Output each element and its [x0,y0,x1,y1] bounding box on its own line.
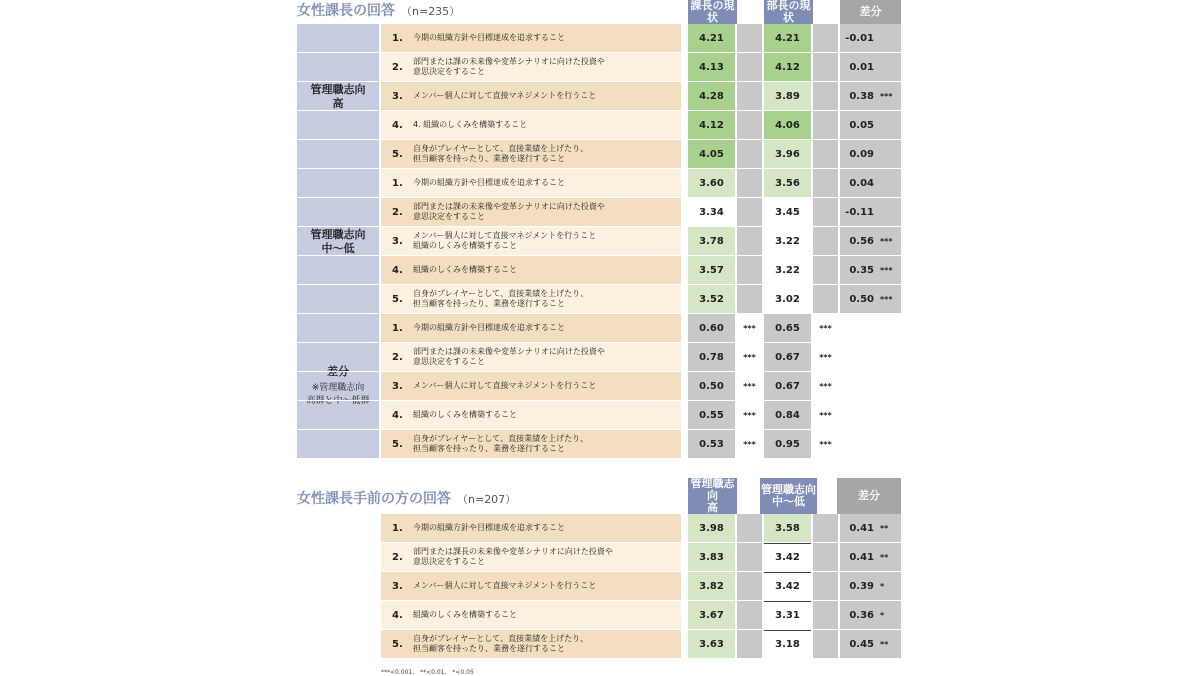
empty-cell [813,53,838,81]
difference-cell [840,601,901,629]
group-label-line2: 高 [332,96,344,110]
item-number: 3. [392,380,403,392]
group-label-line2: 中～低 [321,241,355,255]
item-number: 4. [392,609,403,621]
item-text: 今期の組織方針や目標達成を追求すること [413,523,565,532]
value-manager: 3.52 [688,285,735,313]
table-row [297,543,901,572]
header-orientation-mid-low: 管理職志向 中～低 [760,478,817,514]
item-text: 部門または課長の未来像や変革シナリオに向けた投資や 意思決定をすること [413,547,613,566]
value-manager: 4.05 [688,140,735,168]
difference-cell [840,227,901,255]
value-high: 3.82 [688,572,735,600]
difference-manager: 0.50 [688,372,735,400]
item-text: 部門または課の未来像や変革シナリオに向けた投資や 意思決定をすること [413,202,605,221]
empty-cell [737,543,762,571]
value-manager: 4.12 [688,111,735,139]
table-manager-answers [297,0,901,459]
item-text: 4. 組織のしくみを構築すること [413,120,528,129]
item-number: 2. [392,206,403,218]
group-label-line1: 管理職志向 [310,227,366,241]
empty-cell [737,198,762,226]
empty-cell [737,256,762,284]
difference-manager: 0.53 [688,430,735,458]
difference-cell [840,111,901,139]
table-row [297,140,901,169]
item-text: メンバー個人に対して直接マネジメントを行うこと 組織のしくみを構築すること [413,231,597,250]
difference-value: -0.11 [845,206,874,218]
empty-cell [737,82,762,110]
empty-cell [737,24,762,52]
table-body [297,514,901,659]
value-director: 4.12 [764,53,811,81]
difference-cell [840,169,901,197]
empty-cell [737,111,762,139]
item-number: 5. [392,638,403,650]
difference-director: 0.67 [764,372,811,400]
item-text: 組織のしくみを構築すること [413,410,517,419]
value-manager: 4.13 [688,53,735,81]
empty-cell [813,198,838,226]
significance-mark: *** [880,236,893,246]
empty-cell [737,572,762,600]
significance-mark: *** [880,294,893,304]
item-number: 1. [392,322,403,334]
difference-cell [840,53,901,81]
item-number: 1. [392,32,403,44]
sample-size: （n=235） [401,5,461,18]
empty-cell [737,285,762,313]
item-text: 自身がプレイヤーとして、直接業績を上げたり、 担当顧客を持ったり、業務を遂行すること [413,634,589,653]
table-row [297,82,901,111]
section-title [297,0,460,20]
section-title-text: 女性課長手前の方の回答 [297,491,451,507]
difference-manager: 0.55 [688,401,735,429]
item-number: 2. [392,61,403,73]
table-row [297,601,901,630]
empty-cell [737,630,762,658]
difference-value: 0.05 [849,119,874,131]
item-number: 3. [392,235,403,247]
table-row [297,572,901,601]
significance-mark: *** [737,372,762,400]
empty-cell [813,601,838,629]
value-mid-low: 3.42 [764,572,811,600]
difference-cell [840,630,901,658]
item-text: メンバー個人に対して直接マネジメントを行うこと [413,91,597,100]
item-number: 5. [392,438,403,450]
group-label-line1: 管理職志向 [310,82,366,96]
table-row [297,314,901,343]
item-text: 今期の組織方針や目標達成を追求すること [413,33,565,42]
significance-mark: *** [880,91,893,101]
difference-value: 0.50 [849,293,874,305]
table-row [297,24,901,53]
value-director: 4.21 [764,24,811,52]
item-number: 5. [392,293,403,305]
table-row [297,401,901,430]
difference-value: -0.01 [845,32,874,44]
significance-mark: ** [880,523,889,533]
value-director: 3.56 [764,169,811,197]
difference-cell [840,256,901,284]
value-director: 3.22 [764,227,811,255]
value-high: 3.63 [688,630,735,658]
significance-mark: *** [813,430,838,458]
table-header [297,0,901,24]
item-text: 自身がプレイヤーとして、直接業績を上げたり、 担当顧客を持ったり、業務を遂行すること [413,144,589,163]
value-manager: 4.28 [688,82,735,110]
significance-mark: * [880,581,885,591]
item-number: 1. [392,177,403,189]
table-header [297,478,901,514]
item-number: 5. [392,148,403,160]
value-high: 3.83 [688,543,735,571]
table-row [297,285,901,314]
header-difference: 差分 [837,478,901,514]
difference-value: 0.01 [849,61,874,73]
table-row [297,111,901,140]
item-text: 部門または課の未来像や変革シナリオに向けた投資や 意思決定をすること [413,57,605,76]
significance-mark: *** [880,265,893,275]
difference-cell [840,140,901,168]
value-manager: 3.34 [688,198,735,226]
difference-value: 0.36 [849,609,874,621]
value-director: 4.06 [764,111,811,139]
header-current-director: 部長の現状 [764,0,813,24]
section-title-text: 女性課長の回答 [297,3,395,19]
group-note: ※管理職志向 高群と中～低群 [306,383,370,406]
difference-value: 0.09 [849,148,874,160]
item-number: 3. [392,90,403,102]
header-current-manager: 課長の現状 [688,0,737,24]
empty-cell [737,601,762,629]
item-number: 4. [392,409,403,421]
empty-cell [737,53,762,81]
difference-director: 0.95 [764,430,811,458]
difference-director: 0.84 [764,401,811,429]
item-text: 部門または課の未来像や変革シナリオに向けた投資や 意思決定をすること [413,347,605,366]
sample-size: （n=207） [457,493,517,506]
empty-cell [737,140,762,168]
empty-cell [737,169,762,197]
empty-cell [813,24,838,52]
value-manager: 3.78 [688,227,735,255]
difference-cell [840,82,901,110]
table-pre-manager-answers [297,478,901,659]
empty-cell [813,227,838,255]
difference-cell [840,572,901,600]
difference-manager: 0.60 [688,314,735,342]
difference-value: 0.35 [849,264,874,276]
significance-mark: ** [880,639,889,649]
significance-mark: *** [813,343,838,371]
difference-value: 0.04 [849,177,874,189]
item-text: 今期の組織方針や目標達成を追求すること [413,178,565,187]
difference-director: 0.65 [764,314,811,342]
significance-mark: *** [737,343,762,371]
difference-cell [840,514,901,542]
value-manager: 4.21 [688,24,735,52]
empty-cell [813,543,838,571]
item-text: 組織のしくみを構築すること [413,265,517,274]
table-row [297,343,901,372]
value-director: 3.96 [764,140,811,168]
significance-mark: ** [880,552,889,562]
difference-value: 0.39 [849,580,874,592]
difference-cell [840,285,901,313]
item-number: 2. [392,551,403,563]
value-mid-low: 3.31 [764,601,811,629]
empty-cell [813,514,838,542]
empty-cell [813,140,838,168]
difference-cell [840,24,901,52]
item-number: 3. [392,580,403,592]
empty-cell [813,630,838,658]
item-text: メンバー個人に対して直接マネジメントを行うこと [413,381,597,390]
empty-cell [813,256,838,284]
table-row [297,430,901,459]
value-high: 3.67 [688,601,735,629]
significance-mark: *** [737,401,762,429]
item-text: 今期の組織方針や目標達成を追求すること [413,323,565,332]
item-text: 自身がプレイヤーとして、直接業績を上げたり、 担当顧客を持ったり、業務を遂行すること [413,434,589,453]
value-mid-low: 3.18 [764,630,811,658]
difference-value: 0.38 [849,90,874,102]
empty-cell [813,111,838,139]
value-director: 3.89 [764,82,811,110]
significance-mark: *** [813,372,838,400]
significance-mark: * [880,610,885,620]
empty-cell [737,514,762,542]
item-number: 2. [392,351,403,363]
difference-cell [840,543,901,571]
item-number: 1. [392,522,403,534]
item-number: 4. [392,119,403,131]
empty-cell [813,82,838,110]
footnote: ***<0.001、 **<0.01、 *<0.05 [381,669,474,676]
value-director: 3.45 [764,198,811,226]
item-text: 自身がプレイヤーとして、直接業績を上げたり、 担当顧客を持ったり、業務を遂行すること [413,289,589,308]
section-title [297,488,516,508]
empty-cell [813,572,838,600]
table-body [297,24,901,459]
table-row [297,256,901,285]
difference-director: 0.67 [764,343,811,371]
table-row [297,227,901,256]
difference-value: 0.45 [849,638,874,650]
value-mid-low: 3.42 [764,543,811,571]
item-number: 4. [392,264,403,276]
significance-mark: *** [737,314,762,342]
significance-mark: *** [737,430,762,458]
difference-value: 0.41 [849,522,874,534]
table-row [297,198,901,227]
table-row [297,169,901,198]
table-row [297,53,901,82]
table-row [297,372,901,401]
difference-manager: 0.78 [688,343,735,371]
value-high: 3.98 [688,514,735,542]
item-text: 組織のしくみを構築すること [413,610,517,619]
header-orientation-high: 管理職志向 高 [688,478,737,514]
group-label-line1: 差分 [327,365,349,378]
empty-cell [813,285,838,313]
value-manager: 3.57 [688,256,735,284]
difference-value: 0.41 [849,551,874,563]
header-difference: 差分 [840,0,901,24]
table-row [297,630,901,659]
value-manager: 3.60 [688,169,735,197]
difference-cell [840,198,901,226]
value-mid-low: 3.58 [764,514,811,542]
value-director: 3.22 [764,256,811,284]
value-director: 3.02 [764,285,811,313]
significance-mark: *** [813,401,838,429]
item-text: メンバー個人に対して直接マネジメントを行うこと [413,581,597,590]
significance-mark: *** [813,314,838,342]
difference-value: 0.56 [849,235,874,247]
table-row [297,514,901,543]
empty-cell [813,169,838,197]
empty-cell [737,227,762,255]
